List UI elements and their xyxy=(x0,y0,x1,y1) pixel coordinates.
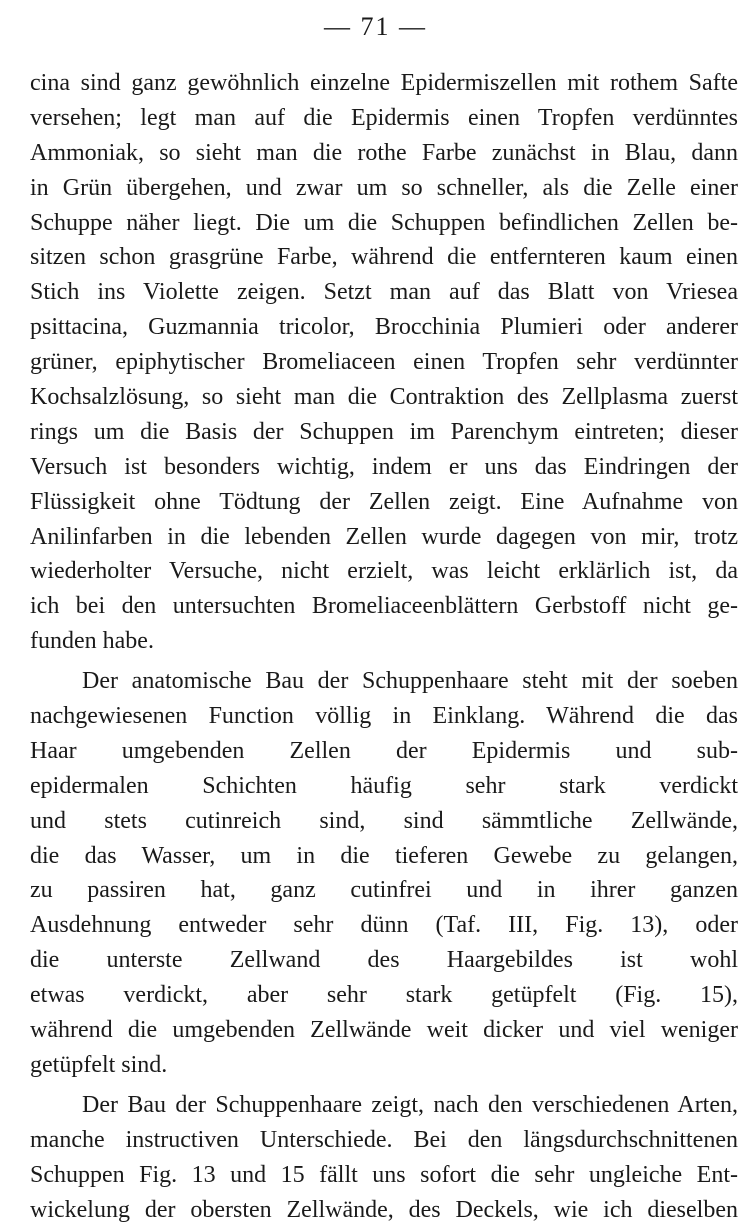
text-line: Haar umgebenden Zellen der Epidermis und sub- xyxy=(30,734,738,769)
text-line: und stets cutinreich sind, sind sämmtliche Zellwände, xyxy=(30,804,738,839)
text-line: Der Bau der Schuppenhaare zeigt, nach den verschiedenen Arten, xyxy=(30,1088,738,1123)
text-line: nachgewiesenen Function völlig in Einklang. Während die das xyxy=(30,699,738,734)
text-line: epidermalen Schichten häufig sehr stark verdickt xyxy=(30,769,738,804)
text-line: Ammoniak, so sieht man die rothe Farbe zunächst in Blau, dann xyxy=(30,136,738,171)
text-line: wiederholter Versuche, nicht erzielt, was leicht erklärlich ist, da xyxy=(30,554,738,589)
text-line: Versuch ist besonders wichtig, indem er uns das Eindringen der xyxy=(30,450,738,485)
body-text xyxy=(30,66,738,1227)
text-line: grüner, epiphytischer Bromeliaceen einen Tropfen sehr verdünnter xyxy=(30,345,738,380)
text-line: in Grün übergehen, und zwar um so schneller, als die Zelle einer xyxy=(30,171,738,206)
page-number: — 71 — xyxy=(0,12,751,42)
text-line: Der anatomische Bau der Schuppenhaare steht mit der soeben xyxy=(30,664,738,699)
text-line: Anilinfarben in die lebenden Zellen wurde dagegen von mir, trotz xyxy=(30,520,738,555)
text-line: rings um die Basis der Schuppen im Parenchym eintreten; dieser xyxy=(30,415,738,450)
text-line: ich bei den untersuchten Bromeliaceenblättern Gerbstoff nicht ge- xyxy=(30,589,738,624)
text-line: Ausdehnung entweder sehr dünn (Taf. III, Fig. 13), oder xyxy=(30,908,738,943)
text-line: Stich ins Violette zeigen. Setzt man auf das Blatt von Vriesea xyxy=(30,275,738,310)
text-line: manche instructiven Unterschiede. Bei den längsdurchschnittenen xyxy=(30,1123,738,1158)
text-line: getüpfelt sind. xyxy=(30,1048,738,1083)
text-line: Schuppe näher liegt. Die um die Schuppen befindlichen Zellen be- xyxy=(30,206,738,241)
text-line: psittacina, Guzmannia tricolor, Brocchinia Plumieri oder anderer xyxy=(30,310,738,345)
text-line: etwas verdickt, aber sehr stark getüpfelt (Fig. 15), xyxy=(30,978,738,1013)
text-line: die das Wasser, um in die tieferen Gewebe zu gelangen, xyxy=(30,839,738,874)
text-line: zu passiren hat, ganz cutinfrei und in ihrer ganzen xyxy=(30,873,738,908)
text-line: die unterste Zellwand des Haargebildes ist wohl xyxy=(30,943,738,978)
text-line: Kochsalzlösung, so sieht man die Contraktion des Zellplasma zuerst xyxy=(30,380,738,415)
text-line: funden habe. xyxy=(30,624,738,659)
text-line: sitzen schon grasgrüne Farbe, während die entfernteren kaum einen xyxy=(30,240,738,275)
text-line: wickelung der obersten Zellwände, des Deckels, wie ich dieselben xyxy=(30,1193,738,1227)
text-line: cina sind ganz gewöhnlich einzelne Epidermiszellen mit rothem Safte xyxy=(30,66,738,101)
text-line: versehen; legt man auf die Epidermis einen Tropfen verdünntes xyxy=(30,101,738,136)
text-line: Flüssigkeit ohne Tödtung der Zellen zeigt. Eine Aufnahme von xyxy=(30,485,738,520)
text-line: Schuppen Fig. 13 und 15 fällt uns sofort die sehr ungleiche Ent- xyxy=(30,1158,738,1193)
text-line: während die umgebenden Zellwände weit dicker und viel weniger xyxy=(30,1013,738,1048)
